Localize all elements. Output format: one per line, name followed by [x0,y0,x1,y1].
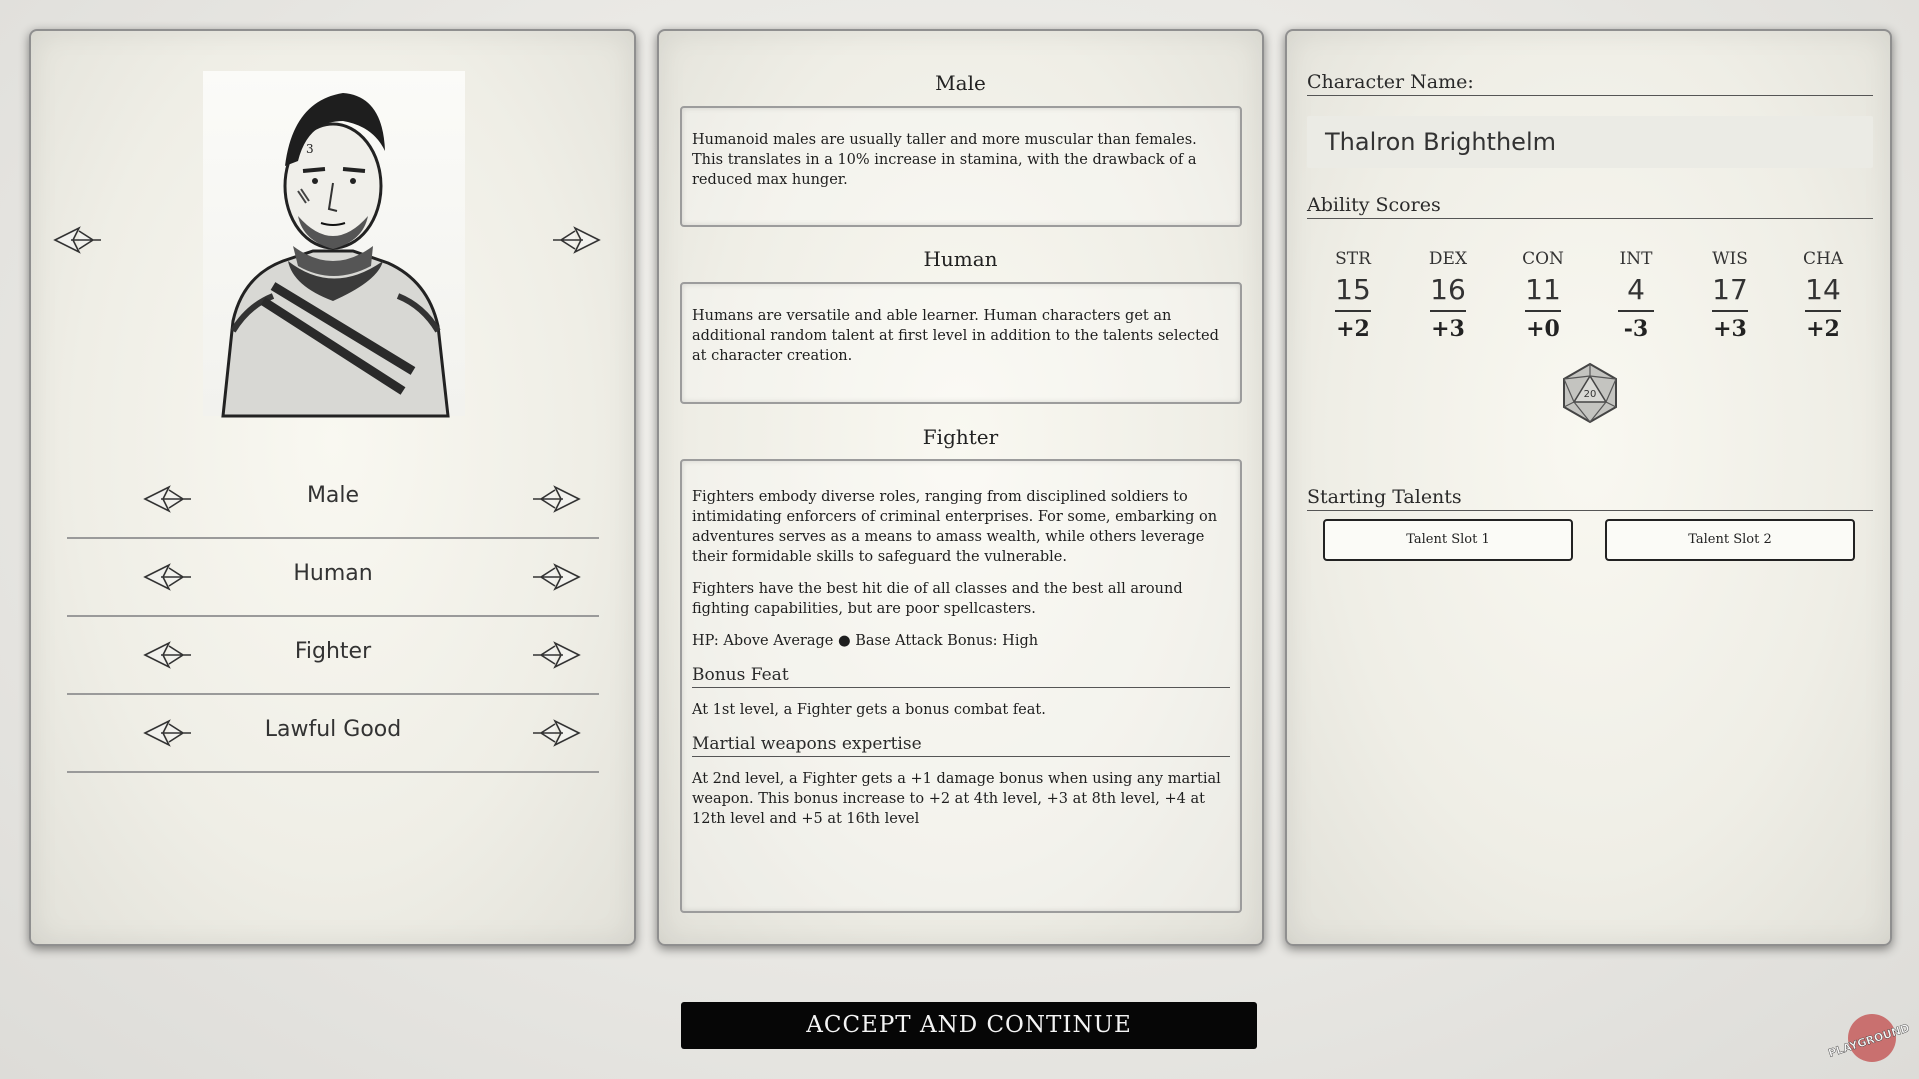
ability-score: 17 [1712,273,1748,312]
alignment-value: Lawful Good [264,717,402,742]
ability-modifier: +3 [1713,316,1747,342]
ability-name: INT [1619,249,1653,269]
ability-scores-label: Ability Scores [1307,194,1873,219]
description-panel [657,29,1264,946]
portrait-next-arrow-icon[interactable] [551,226,601,254]
character-appearance-panel [29,29,636,946]
ability-score: 14 [1805,273,1841,312]
ability-con [1518,249,1568,342]
race-description: Humans are versatile and able learner. Human characters get an additional random talent at first level in addition to the talents selected at character creation. [692,308,1219,364]
class-description-2: Fighters have the best hit die of all classes and the best all around fighting capabilities, but are poor spellcasters. [692,581,1183,617]
svg-text:3: 3 [306,142,314,156]
feature-title-martial-weapons: Martial weapons expertise [692,734,1230,757]
ability-score: 11 [1525,273,1561,312]
playground-logo [1826,1008,1912,1070]
gender-value: Male [306,483,360,508]
ability-modifier: +2 [1336,316,1370,342]
svg-text:PLAYGROUND: PLAYGROUND [1826,1021,1912,1060]
reroll-d20-dice-icon[interactable] [1559,362,1621,424]
race-title: Human [923,247,998,271]
portrait-prev-arrow-icon[interactable] [53,226,103,254]
class-next-arrow-icon[interactable] [531,641,581,669]
ability-str [1328,249,1378,342]
race-next-arrow-icon[interactable] [531,563,581,591]
character-stats-panel [1285,29,1892,946]
ability-score: 15 [1335,273,1371,312]
gender-title: Male [935,71,986,95]
ability-name: CHA [1802,249,1844,269]
class-value: Fighter [294,639,372,664]
class-stats: HP: Above Average ● Base Attack Bonus: High [692,633,1039,649]
character-name-input[interactable]: Thalron Brighthelm [1307,116,1873,168]
talent-slot-1-button[interactable]: Talent Slot 1 [1323,519,1573,561]
ability-modifier: +2 [1806,316,1840,342]
class-title: Fighter [922,425,999,449]
ability-name: WIS [1712,249,1748,269]
ability-name: STR [1335,249,1371,269]
class-description-1: Fighters embody diverse roles, ranging from disciplined soldiers to intimidating enforcers of criminal enterprises. For some, embarking on adventures serves as a means to amass wealth, while others leverage their formidable skills to safeguard the vulnerable. [692,489,1218,565]
ability-dex [1423,249,1473,342]
ability-score: 4 [1618,273,1654,312]
race-description-box [680,282,1242,404]
ability-modifier: +3 [1431,316,1465,342]
ability-modifier: +0 [1526,316,1560,342]
ability-cha [1798,249,1848,342]
ability-wis [1705,249,1755,342]
race-selector [67,539,599,617]
talent-slot-2-button[interactable]: Talent Slot 2 [1605,519,1855,561]
ability-name: DEX [1428,249,1468,269]
feature-text-bonus-feat: At 1st level, a Fighter gets a bonus combat feat. [692,702,1046,718]
svg-text:20: 20 [1583,389,1597,400]
class-selector [67,617,599,695]
gender-description: Humanoid males are usually taller and more muscular than females. This translates in a 10% increase in stamina, with the drawback of a reduced max hunger. [692,132,1197,188]
character-name-label: Character Name: [1307,71,1873,96]
accept-and-continue-button[interactable]: ACCEPT AND CONTINUE [681,1002,1257,1049]
feature-text-martial-weapons: At 2nd level, a Fighter gets a +1 damage bonus when using any martial weapon. This bonus increase to +2 at 4th level, +3 at 8th level, +4 at 12th level and +5 at 16th level [692,771,1221,827]
alignment-next-arrow-icon[interactable] [531,719,581,747]
ability-name: CON [1522,249,1564,269]
gender-next-arrow-icon[interactable] [531,485,581,513]
ability-score: 16 [1430,273,1466,312]
gender-selector [67,461,599,539]
class-description-box [680,459,1242,913]
ability-int [1611,249,1661,342]
race-value: Human [293,561,373,586]
character-portrait [203,71,465,416]
alignment-selector [67,695,599,773]
starting-talents-label: Starting Talents [1307,486,1873,511]
gender-description-box [680,106,1242,227]
ability-modifier: -3 [1623,316,1649,342]
feature-title-bonus-feat: Bonus Feat [692,665,1230,688]
